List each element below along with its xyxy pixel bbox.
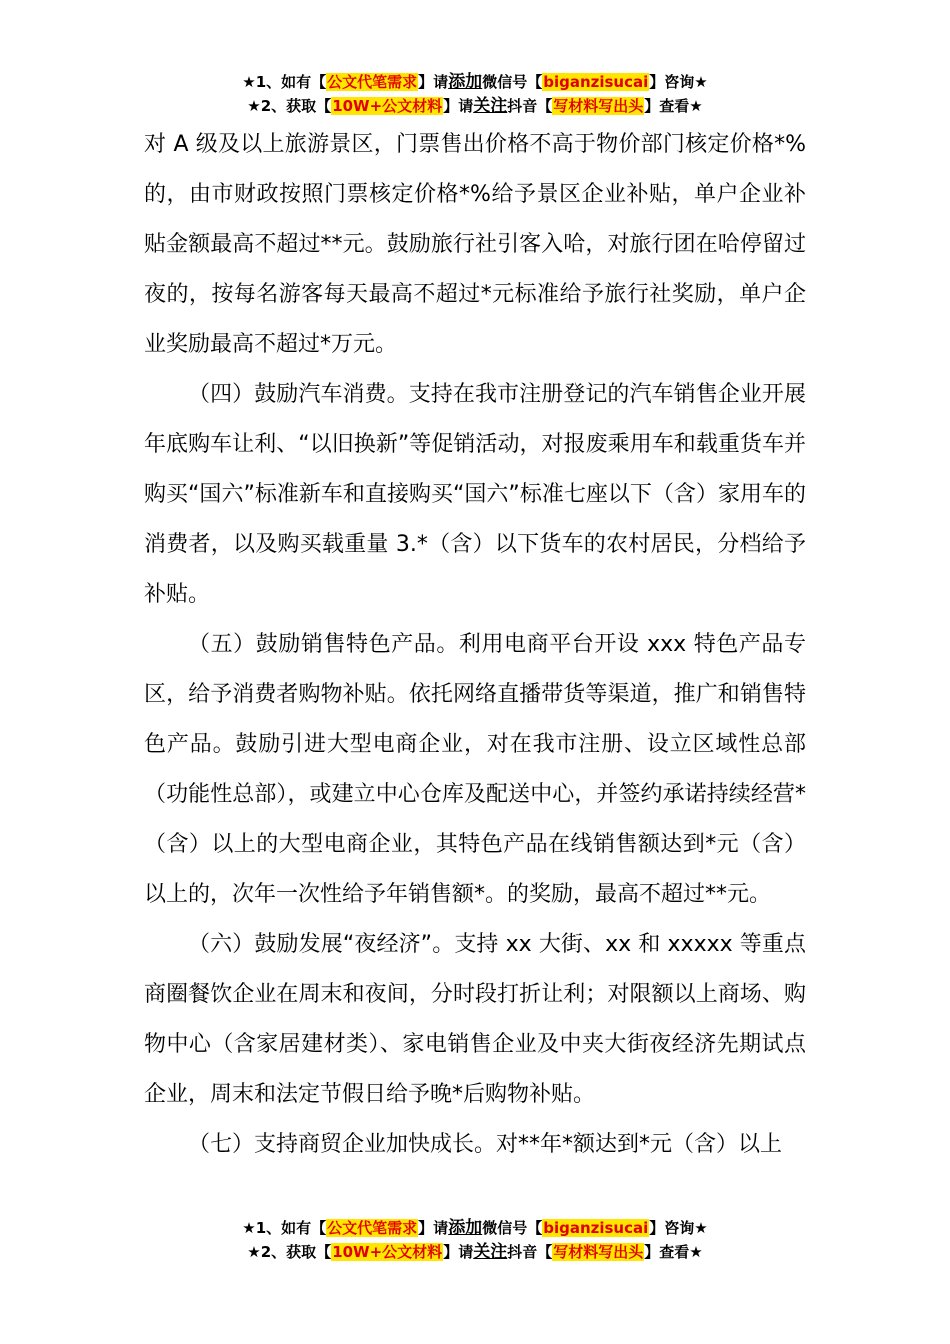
banner-text: ★1、如有【 [242, 1219, 327, 1237]
banner-highlight: 写材料写出头 [553, 1243, 644, 1261]
banner-highlight: biganzisucai [543, 73, 649, 91]
banner-text: 】查看★ [644, 97, 703, 115]
banner-text: ★2、获取【 [247, 1243, 332, 1261]
banner-text: 】咨询★ [649, 1219, 708, 1237]
banner-underlined: 添加 [448, 72, 483, 92]
banner-underlined: 关注 [473, 1242, 508, 1262]
banner-text: 微信号【 [482, 73, 543, 91]
banner-line-2 [0, 94, 950, 118]
banner-highlight: 10W+公文材料 [332, 97, 443, 115]
paragraph-specialty-products: （五）鼓励销售特色产品。利用电商平台开设 xxx 特色产品专区，给予消费者购物补贴。依托网络直播带货等渠道，推广和销售特色产品。鼓励引进大型电商企业，对在我市注册、设立区域性总部（功能性总部），或建立中心仓库及配送中心，并签约承诺持续经营*（含）以上的大型电商企业，其特色产品在线销售额达到*元（含）以上的，次年一次性给予年销售额*。的奖励，最高不超过**元。 [144, 632, 806, 907]
paragraph-trade-enterprises: （七）支持商贸企业加快成长。对**年*额达到*元（含）以上 [188, 1132, 783, 1157]
header-banner [0, 70, 950, 118]
banner-text: ★1、如有【 [242, 73, 327, 91]
banner-highlight: 写材料写出头 [553, 97, 644, 115]
banner-text: 抖音【 [507, 1243, 553, 1261]
document-body [144, 120, 806, 1170]
banner-text: 】请 [418, 1219, 449, 1237]
paragraph-continuation: 对 A 级及以上旅游景区，门票售出价格不高于物价部门核定价格*%的，由市财政按照门票核定价格*%给予景区企业补贴，单户企业补贴金额最高不超过**元。鼓励旅行社引客入哈，对旅行团在哈停留过夜的，按每名游客每天最高不超过*元标准给予旅行社奖励，单户企业奖励最高不超过*万元。 [144, 132, 806, 357]
banner-text: 】请 [443, 1243, 474, 1261]
footer-banner [0, 1216, 950, 1264]
banner-line-1 [0, 70, 950, 94]
banner-highlight: 10W+公文材料 [332, 1243, 443, 1261]
banner-highlight: 公文代笔需求 [327, 73, 418, 91]
banner-text: 微信号【 [482, 1219, 543, 1237]
banner-line-1 [0, 1216, 950, 1240]
banner-line-2 [0, 1240, 950, 1264]
banner-text: 抖音【 [507, 97, 553, 115]
paragraph-auto-consumption: （四）鼓励汽车消费。支持在我市注册登记的汽车销售企业开展年底购车让利、“以旧换新”等促销活动，对报废乘用车和载重货车并购买“国六”标准新车和直接购买“国六”标准七座以下（含）家用车的消费者，以及购买载重量 3.*（含）以下货车的农村居民，分档给予补贴。 [144, 382, 806, 607]
banner-text: ★2、获取【 [247, 97, 332, 115]
banner-text: 】咨询★ [649, 73, 708, 91]
banner-text: 】查看★ [644, 1243, 703, 1261]
banner-underlined: 添加 [448, 1218, 483, 1238]
banner-highlight: 公文代笔需求 [327, 1219, 418, 1237]
banner-text: 】请 [418, 73, 449, 91]
banner-underlined: 关注 [473, 96, 508, 116]
banner-highlight: biganzisucai [543, 1219, 649, 1237]
banner-text: 】请 [443, 97, 474, 115]
paragraph-night-economy: （六）鼓励发展“夜经济”。支持 xx 大街、xx 和 xxxxx 等重点商圈餐饮企业在周末和夜间，分时段打折让利；对限额以上商场、购物中心（含家居建材类）、家电销售企业及中夹大街夜经济先期试点企业，周末和法定节假日给予晚*后购物补贴。 [144, 932, 806, 1107]
